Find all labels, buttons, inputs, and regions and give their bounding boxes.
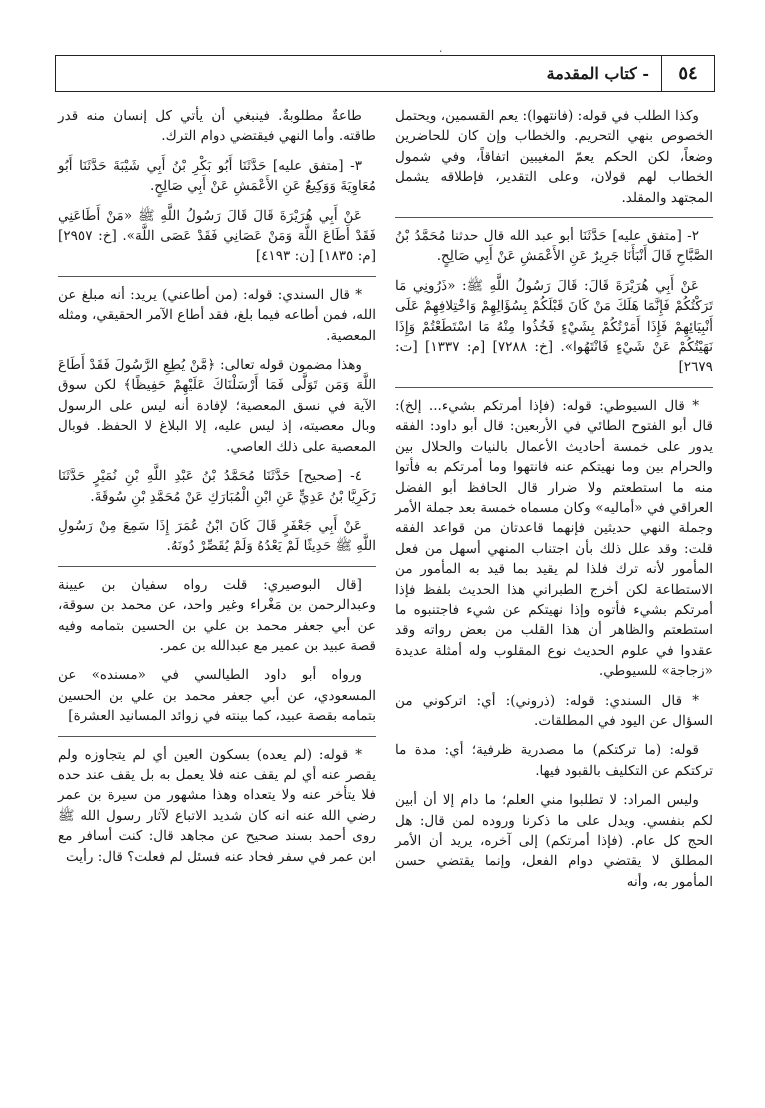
- hadith-text: عَنْ أَبِي هُرَيْرَةَ قَالَ: قَالَ رَسُولُ اللَّهِ ﷺ: «ذَرُونِي مَا تَرَكْتُكُمْ فَإِنَّمَا هَلَكَ مَنْ كَانَ قَبْلَكُمْ بِسُؤَالِهِمْ وَاخْتِلافِهِمْ عَلَى أَنْبِيَائِهِمْ فَإِذَا أَمَرْتُكُمْ بِشَيْءٍ فَخُذُوا مِنْهُ مَا اسْتَطَعْتُمْ وَإِذَا نَهَيْتُكُمْ عَنْ شَيْءٍ فَانْتَهُوا». [خ: ٧٢٨٨] [م: ١٣٣٧] [ت: ٢٦٧٩]: [395, 277, 713, 376]
- left-column: [58, 106, 376, 876]
- hadith-chain: ٢- [متفق عليه] حَدَّثَنَا أبو عبد الله قال حدثنا مُحَمَّدُ بْنُ الصَّبَّاحِ قَالَ أَنْبَأَنَا جَرِيرٌ عَنِ الأَعْمَشِ عَنْ أَبِي صَالِحٍ.: [395, 228, 713, 265]
- commentary-sindi: * قال السندي: قوله: (من أطاعني) يريد: أنه مبلغ عن الله، فمن أطاعه فيما بلغ، فقد أطاع الآمر الحقيقي، ومثله المعصية.: [57, 286, 376, 344]
- commentary: * قوله: (لم يعده) بسكون العين أي لم يتجاوزه ولم يقصر عنه أي لم يقف عنه فلا يعمل به بل يقف عند حده فلا يتأخر عنه ولا يتعداه وهذا مشهور من سيرة بن عمر رضي الله عنه انه كان شديد الاتباع لآثار رسول الله ﷺ روى أحمد بسند صحيح عن مجاهد قال: كنت أسافر مع ابن عمر في سفر فحاد عنه فسئل لم فعلت؟ قال: رأيت: [58, 746, 376, 865]
- paragraph: وهذا مضمون قوله تعالى: ﴿مَّنْ يُطِعِ الرَّسُولَ فَقَدْ أَطَاعَ اللَّهَ وَمَن تَوَلَّى فَمَا أَرْسَلْنَاكَ عَلَيْهِمْ حَفِيظًا﴾ لكن سوق الآية في نسق المعصية؛ لإفادة أنه ليس على الرسول وبال معصيته، إذ ليس عليه، إلا البلاغ لا الحفظ. فوبال المعصية على ذلك العاصي.: [58, 357, 376, 455]
- header-mark: ٠: [438, 46, 444, 57]
- book-title: - كتاب المقدمة: [546, 64, 649, 83]
- hadith-chain: ٣- [متفق عليه] حَدَّثَنَا أَبُو بَكْرِ بْنُ أَبِي شَيْبَةَ حَدَّثَنَا أَبُو مُعَاوِيَةَ وَوَكِيعٌ عَنِ الأَعْمَشِ عَنْ أَبِي صَالِحٍ.: [58, 157, 376, 195]
- divider: [395, 217, 713, 218]
- hadith-text: عَنْ أَبِي جَعْفَرٍ قَالَ كَانَ ابْنُ عُمَرَ إِذَا سَمِعَ مِنْ رَسُولِ اللَّهِ ﷺ حَدِيثًا لَمْ يَعْدُهُ وَلَمْ يُقَصِّرْ دُونَهُ.: [58, 517, 376, 555]
- commentary-busiri: [قال البوصيري: قلت رواه سفيان بن عيينة وعبدالرحمن بن مَغْراء وغير واحد، عن محمد بن سوقة، عن أبي جعفر محمد بن علي بن الحسين بتمامه وفيه قصة عبيد بن عمير مع عبدالله بن عمر.: [58, 576, 376, 654]
- page-number: ٥٤: [661, 56, 714, 91]
- paragraph: وليس المراد: لا تطلبوا مني العلم؛ ما دام إلا أن أبين لكم بنفسي. ويدل على ما ذكرنا وروده لمن قال: هل الحج كل عام. (فإذا أمرتكم) إلى آخره، يريد أن الأمر المطلق لا يقتضي دوام الفعل، وإنما يقتضي حسن المأمور به، وأنه: [395, 792, 713, 890]
- paragraph: قوله: (ما تركتكم) ما مصدرية ظرفية؛ أي: مدة ما تركتكم عن التكليف بالقبود فيها.: [395, 742, 713, 779]
- hadith-chain: ٤- [صحيح] حَدَّثَنَا مُحَمَّدُ بْنُ عَبْدِ اللَّهِ بْنِ نُمَيْرٍ حَدَّثَنَا زَكَرِيَّا بْنُ عَدِيٍّ عَنِ ابْنِ الْمُبَارَكِ عَنْ مُحَمَّدِ بْنِ سُوقَةَ.: [58, 468, 376, 505]
- divider: [58, 276, 376, 277]
- divider: [58, 566, 376, 567]
- page-header: [55, 55, 715, 92]
- paragraph: ورواه أبو داود الطيالسي في «مسنده» عن المسعودي، عن أبي جعفر محمد بن علي بن الحسين بتمامه بقصة عبيد، كما بينته في زوائد المسانيد العشرة]: [58, 667, 376, 725]
- divider: [395, 387, 713, 388]
- commentary-sindi: * قال السندي: قوله: (ذروني): أي: اتركوني من السؤال عن اليود في المطلقات.: [395, 692, 713, 729]
- paragraph: وكذا الطلب في قوله: (فانتهوا): يعم القسمين، ويحتمل الخصوص بنهي التحريم. والخطاب وإن كان للحاضرين وضعاً، لكن الحكم يعمّ المغيبين اتفاقاً، وفي شمول الخطاب لهم قولان، وعلى التقدير، فإطلاقه يشمل المجتهد والمقلد.: [395, 108, 713, 206]
- right-column: [395, 106, 713, 901]
- divider: [58, 736, 376, 737]
- hadith-text: عَنْ أَبِي هُرَيْرَةَ قَالَ قَالَ رَسُولُ اللَّهِ ﷺ «مَنْ أَطَاعَنِي فَقَدْ أَطَاعَ اللَّهَ وَمَنْ عَصَانِي فَقَدْ عَصَى اللَّهَ». [خ: ٢٩٥٧] [م: ١٨٣٥] [ن: ٤١٩٣]: [58, 207, 376, 265]
- paragraph: طاعةٌ مطلوبةٌ. فينبغي أن يأتي كل إنسان منه قدر طاقته. وأما النهي فيقتضي دوام الترك.: [58, 108, 376, 145]
- commentary-suyuti: * قال السيوطي: قوله: (فإذا أمرتكم بشيء... إلخ): قال أبو الفتوح الطائي في الأربعين: قال أبو داود: الفقه يدور على خمسة أحاديث الأعمال بالنيات والحلال بين والحرام بين وما نهيتكم عنه فانتهوا وما أمرتكم به فأتوا منه ما استطعتم ولا ضرار قال الحافظ أبو الفضل العراقي في «أماليه» وكان مسماه خمسة بعد جملة الأمر وجملة النهي حديثين فإنهما قاعدتان من قواعد الفقه قلت: وقد علل ذلك بأن اجتناب المنهي أسهل من فعل المأمور لأنه ترك فلذا لم يقيد بما قيد به المأمور من الاستطاعة لكن أخرج الطبراني هذا الحديث بلفظ فإذا أمرتكم بشيء فأتوه وإذا نهيتكم عن شيء فاجتنبوه ما استطعتم والظاهر أن هذا القلب من بعض رواته وقد عقدوا في علوم الحديث نوع المقلوب وله أمثلة عديدة «زجاجة» للسيوطي.: [395, 397, 713, 680]
